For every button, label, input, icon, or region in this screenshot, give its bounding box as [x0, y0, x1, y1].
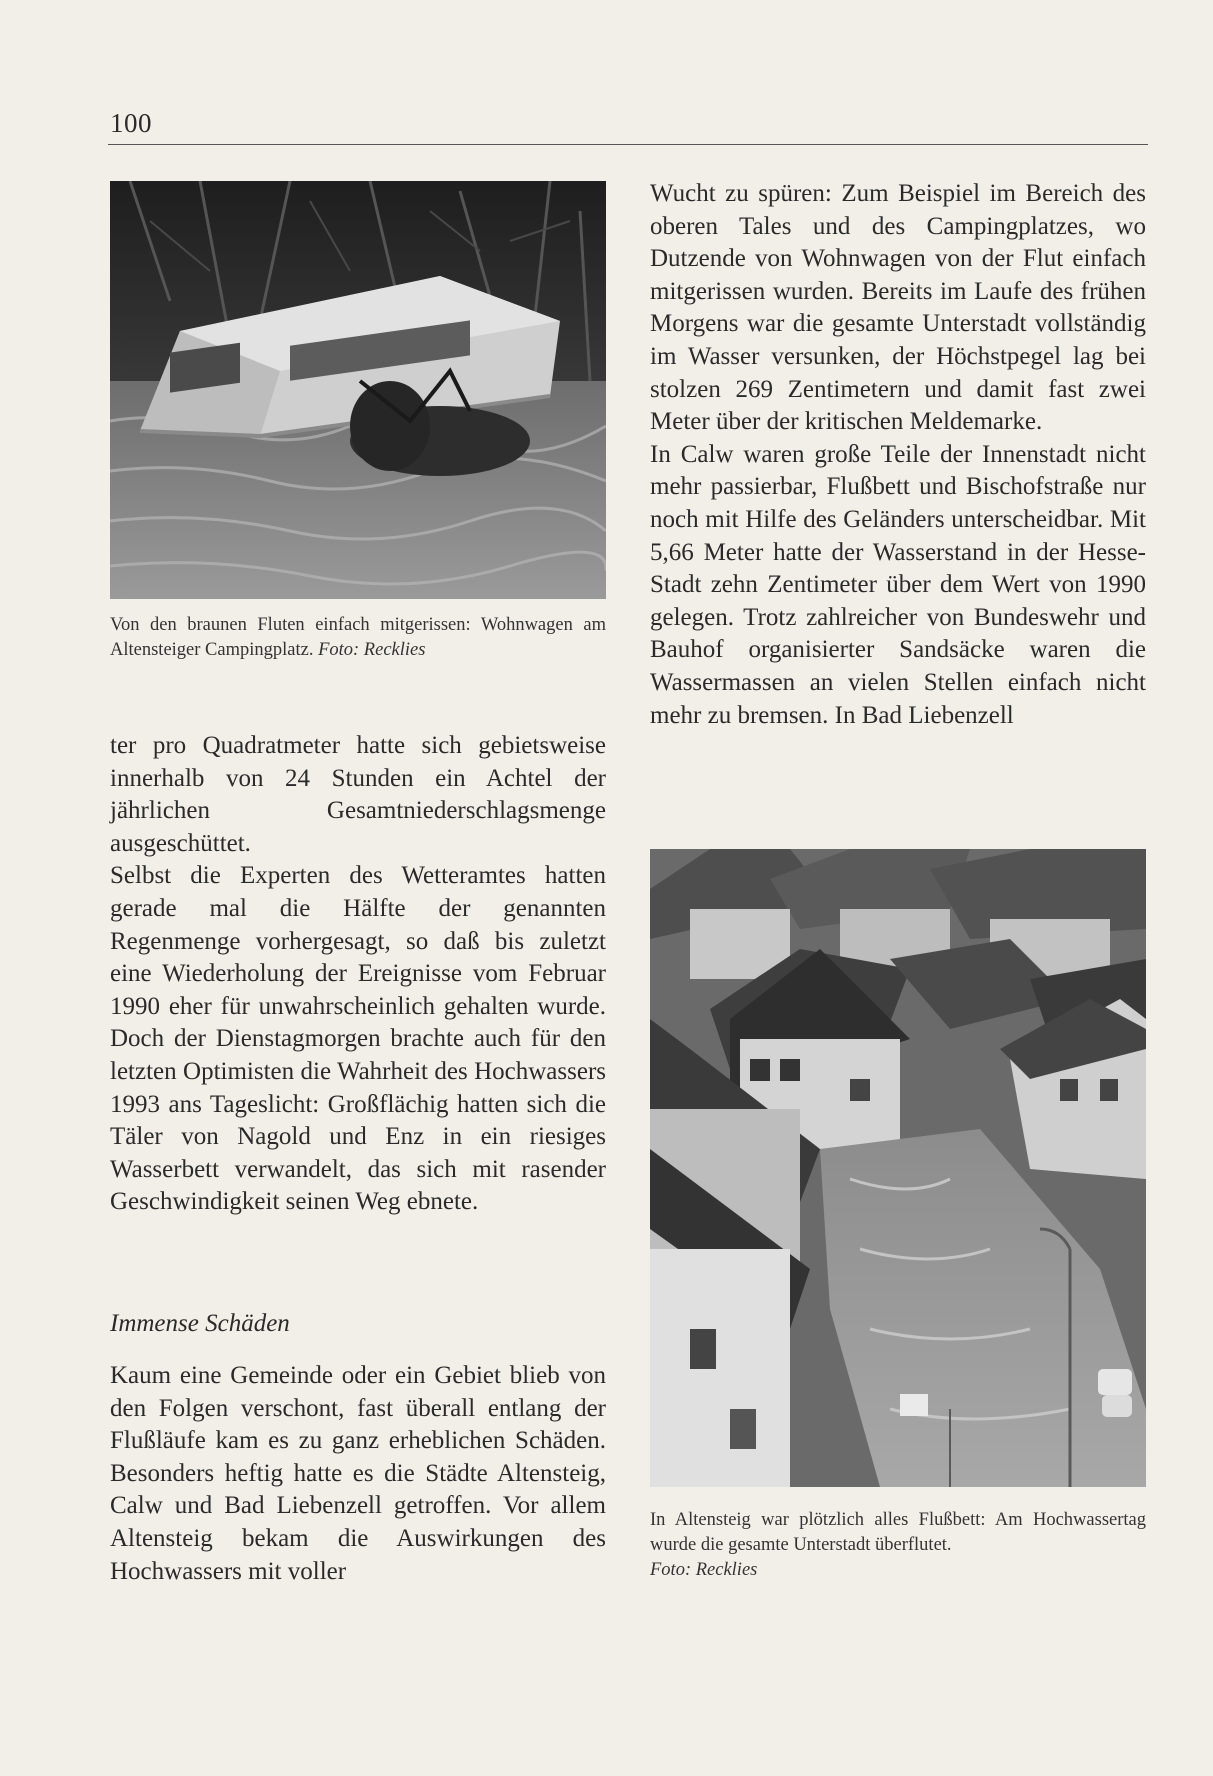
- left-column-text: [110, 730, 606, 1219]
- page-number: 100: [110, 108, 152, 138]
- caption-text: Von den braunen Fluten einfach mitgerissen: Wohnwagen am Altensteiger Campingplatz.: [110, 615, 606, 660]
- photo-credit: Foto: Recklies: [318, 640, 426, 660]
- photo-flooded-street: [650, 849, 1146, 1487]
- photo-flooded-caravan: [110, 181, 606, 599]
- paragraph: In Calw waren große Teile der Innenstadt nicht mehr passierbar, Flußbett und Bischofstraße nur noch mit Hilfe des Geländers unterscheidbar. Mit 5,66 Meter hatte der Wasserstand in der Hesse-Stadt zehn Zentimeter über dem Wert von 1990 gelegen. Trotz zahlreicher von Bundeswehr und Bauhof organisierter Sandsäcke waren die Wassermassen an vielen Stellen einfach nicht mehr zu bremsen. In Bad Liebenzell: [650, 440, 1146, 729]
- paragraph: Wucht zu spüren: Zum Beispiel im Bereich des oberen Tales und des Campingplatzes, wo Dutzende von Wohnwagen von der Flut einfach mitgerissen wurden. Bereits im Laufe des frühen Morgens war die gesamte Unterstadt vollständig im Wasser versunken, der Höchstpegel lag bei stolzen 269 Zentimetern und damit fast zwei Meter über der kritischen Meldemarke.: [650, 180, 1146, 436]
- section-subheading: Immense Schäden: [110, 1310, 290, 1337]
- photo-caption-top: [110, 613, 606, 663]
- flooded-street-image: [650, 849, 1146, 1487]
- paragraph: ter pro Quadratmeter hatte sich gebietsweise innerhalb von 24 Stunden ein Achtel der jährlichen Gesamtniederschlagsmenge ausgeschüttet.: [110, 732, 606, 857]
- left-column-text-bottom: [110, 1360, 606, 1588]
- photo-caption-bottom: [650, 1508, 1146, 1583]
- caption-text: In Altensteig war plötzlich alles Flußbett: Am Hochwassertag wurde die gesamte Unterstadt überflutet.: [650, 1510, 1146, 1555]
- paragraph: Selbst die Experten des Wetteramtes hatten gerade mal die Hälfte der genannten Regenmenge vorhergesagt, so daß bis zuletzt eine Wiederholung der Ereignisse vom Februar 1990 eher für unwahrscheinlich gehalten wurde. Doch der Dienstagmorgen brachte auch für den letzten Optimisten die Wahrheit des Hochwassers 1993 ans Tageslicht: Großflächig hatten sich die Täler von Nagold und Enz in ein riesiges Wasserbett verwandelt, das sich mit rasender Geschwindigkeit seinen Weg ebnete.: [110, 862, 606, 1216]
- header-rule: [108, 144, 1148, 145]
- flooded-caravan-image: [110, 181, 606, 599]
- paragraph: Kaum eine Gemeinde oder ein Gebiet blieb von den Folgen verschont, fast überall entlang der Flußläufe kam es zu ganz erheblichen Schäden. Besonders heftig hatte es die Städte Altensteig, Calw und Bad Liebenzell getroffen. Vor allem Altensteig bekam die Auswirkungen des Hochwassers mit voller: [110, 1362, 606, 1585]
- photo-credit: Foto: Recklies: [650, 1560, 758, 1580]
- right-column-text: [650, 178, 1146, 732]
